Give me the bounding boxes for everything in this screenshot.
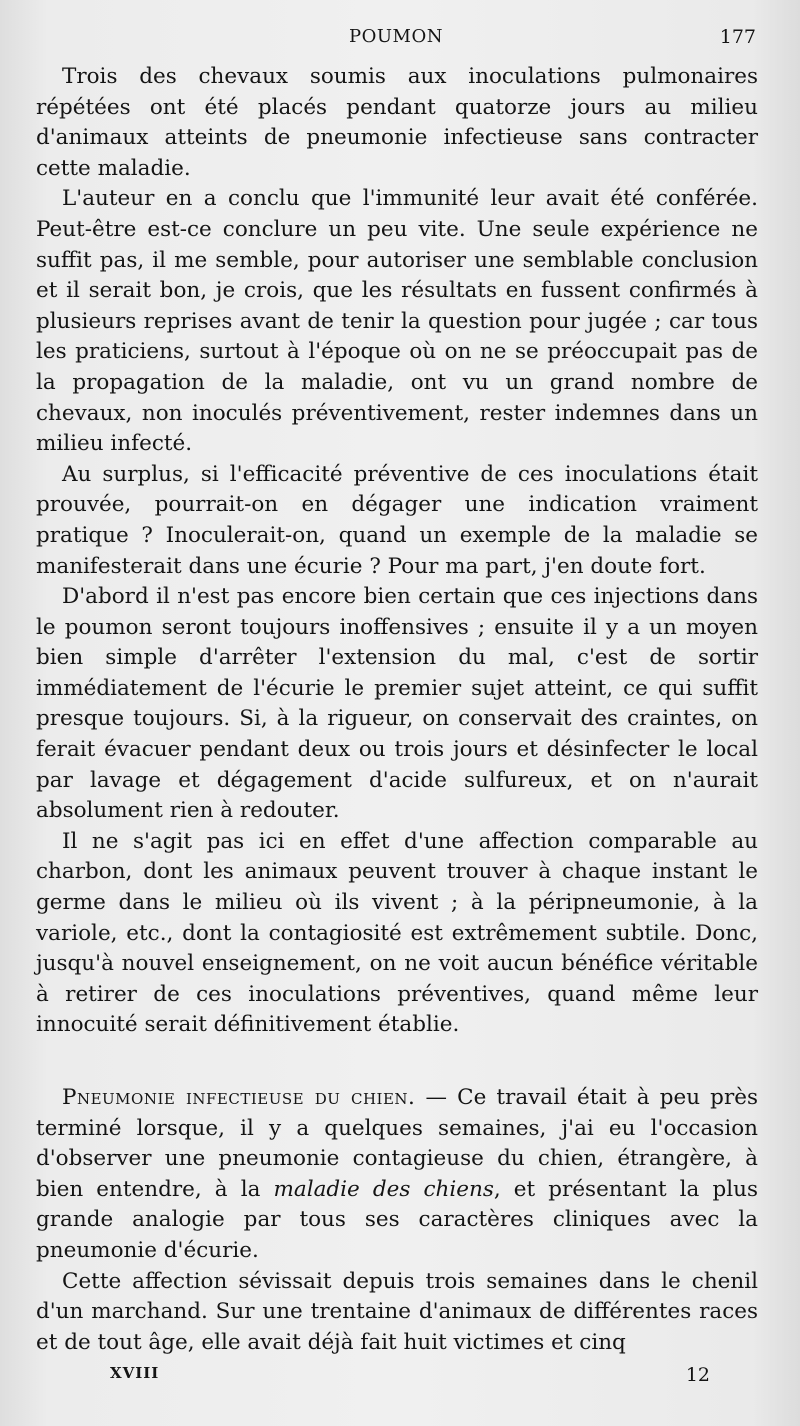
page-body (36, 62, 758, 1358)
sheet-number: 12 (685, 1364, 710, 1386)
paragraph-contagion-comparison: Il ne s'agit pas ici en effet d'une affection comparable au charbon, dont les animaux peuvent trouver à chaque instant le germe dans le milieu où ils vivent ; à la péripneumonie, à la variole, etc., dont la contagiosité est extrêmement subtile. Donc, jusqu'à nouvel enseignement, on ne voit aucun bénéfice véritable à retirer de ces inoculations préventives, quand même leur innocuité serait définitivement établie. (36, 828, 758, 1038)
page-footer (110, 1364, 710, 1394)
paragraph-immunity-trial: Trois des chevaux soumis aux inoculations pulmonaires répétées ont été placés pendant quatorze jours au milieu d'animaux atteints de pneumonie infectieuse sans contracter cette maladie. (36, 64, 758, 181)
section-emphasis: maladie des chiens (273, 1176, 494, 1202)
section-heading: Pneumonie infectieuse du chien. (62, 1085, 416, 1110)
section-text-after-emphasis: , et présentant la plus grande analogie par tous ses caractères cliniques avec la pneumonie d'écurie. (36, 1176, 758, 1263)
section-dog-pneumonia-intro (36, 1083, 758, 1267)
page-header (36, 26, 756, 52)
paragraph-author-conclusion: L'auteur en a conclu que l'immunité leur avait été conférée. Peut-être est-ce conclure un peu vite. Une seule expérience ne suffit pas, il me semble, pour autoriser une semblable conclusion et il serait bon, je crois, que les résultats en fussent confirmés à plusieurs reprises avant de tenir la question pour jugée ; car tous les praticiens, surtout à l'époque où on ne se préoccupait pas de la propagation de la maladie, ont vu un grand nombre de chevaux, non inoculés préventivement, rester indemnes dans un milieu infecté. (36, 186, 758, 457)
printer-signature: XVIII (110, 1364, 160, 1382)
paragraph-injection-safety: D'abord il n'est pas encore bien certain que ces injections dans le poumon seront toujours inoffensives ; ensuite il y a un moyen bien simple d'arrêter l'extension du mal, c'est de sortir immédiatement de l'écurie le premier sujet atteint, ce qui suffit presque toujours. Si, à la rigueur, on conservait des craintes, on ferait évacuer pendant deux ou trois jours et désinfecter le local par lavage et dégagement d'acide sulfureux, et on n'aurait absolument rien à redouter. (36, 584, 758, 824)
section-text-before-emphasis: — Ce travail était à peu près terminé lorsque, il y a quelques semaines, j'ai eu l'occasion d'observer une pneumonie contagieuse du chien, étrangère, à bien entendre, à la (36, 1085, 758, 1202)
paragraph-practical-indication: Au surplus, si l'efficacité préventive de ces inoculations était prouvée, pourrait-on en dégager une indication vraiment pratique ? Inoculerait-on, quand un exemple de la maladie se manifesterait dans une écurie ? Pour ma part, j'en doute fort. (36, 461, 758, 579)
paragraph-kennel-outbreak: Cette affection sévissait depuis trois semaines dans le chenil d'un marchand. Sur une trentaine d'animaux de différentes races et de tout âge, elle avait déjà fait huit victimes et cinq (36, 1268, 758, 1355)
page-number: 177 (719, 26, 756, 48)
running-title: POUMON (349, 26, 443, 47)
